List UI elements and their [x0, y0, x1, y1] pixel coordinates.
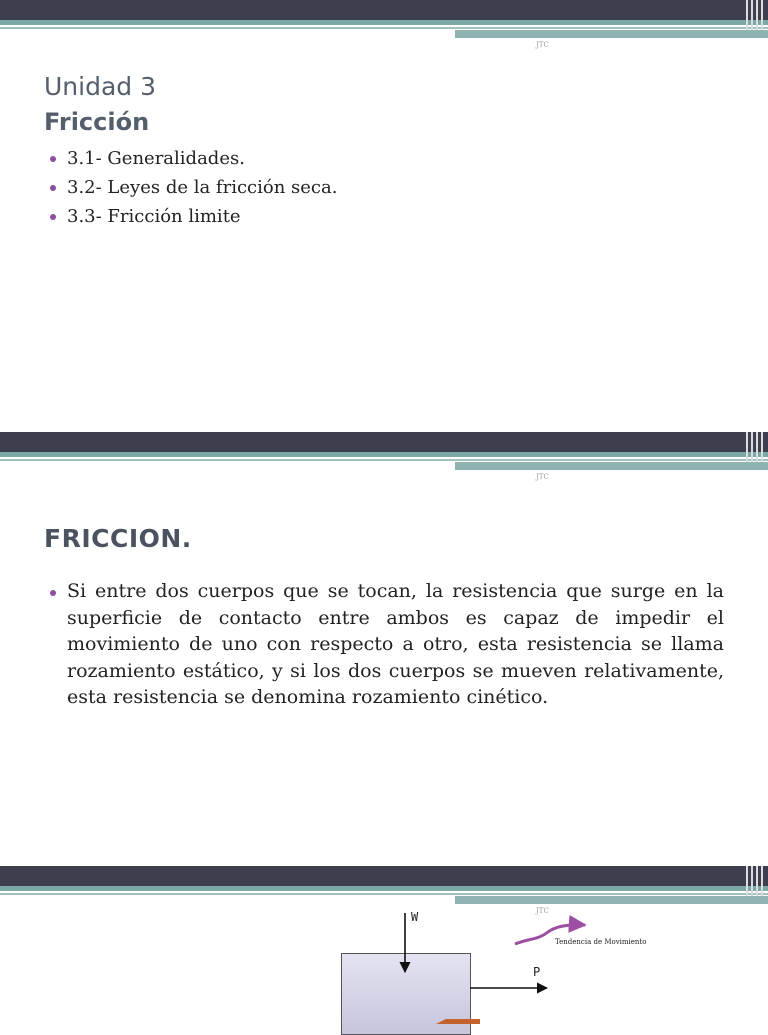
list-item: 3.2- Leyes de la fricción seca. [48, 173, 337, 202]
section-title: FRICCION. [44, 524, 192, 553]
weight-label: W [411, 910, 419, 924]
list-item: 3.1- Generalidades. [48, 144, 337, 173]
watermark-mark: JTC [536, 41, 549, 49]
tendency-label: Tendencia de Movimiento [555, 938, 647, 946]
definition-paragraph: Si entre dos cuerpos que se tocan, la resistencia que surge en la superficie de contacto entre ambos es capaz de impedir el movimiento de uno con respecto a otro, esta resistencia se llama rozamiento estático, y si los dos cuerpos se mueven relativamente, esta resistencia se denomina rozamiento cinético. [48, 578, 724, 711]
topic-heading: Fricción [44, 108, 150, 136]
unit-heading: Unidad 3 [44, 72, 156, 101]
list-item: 3.3- Fricción limite [48, 202, 337, 231]
force-label: P [533, 965, 541, 979]
friction-arrow [436, 1019, 480, 1024]
watermark-mark: JTC [536, 473, 549, 481]
watermark-mark: JTC [536, 907, 549, 915]
